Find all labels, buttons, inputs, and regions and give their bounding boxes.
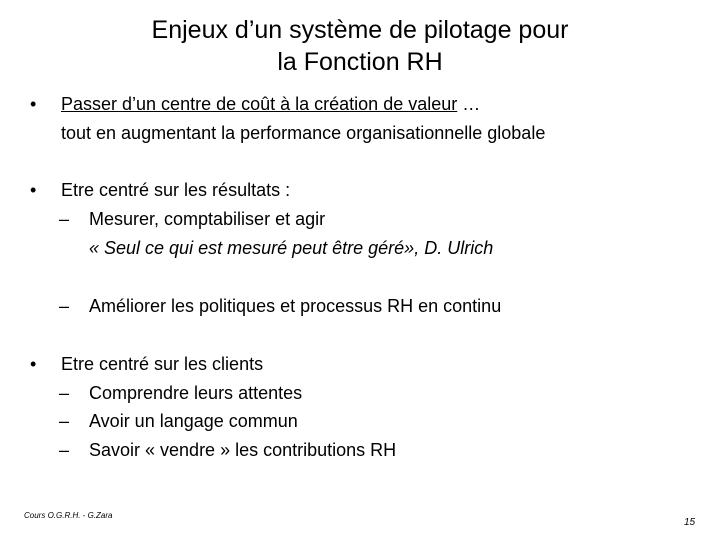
dash-marker: – <box>59 440 70 460</box>
dash-marker: – <box>59 209 70 229</box>
title-line-1: Enjeux d’un système de pilotage pour <box>151 16 569 44</box>
page-number: 15 <box>684 517 696 528</box>
bullet-2-quote: « Seul ce qui est mesuré peut être géré», D. Ulrich <box>89 238 494 258</box>
bullet-3-text: Etre centré sur les clients <box>61 354 264 374</box>
title-line-2: la Fonction RH <box>277 48 443 76</box>
dash-marker: – <box>59 296 70 316</box>
bullet-1-underlined-text: Passer d’un centre de coût à la création de valeur <box>61 94 458 114</box>
bullet-marker: • <box>30 354 37 374</box>
dash-marker: – <box>59 411 70 431</box>
bullet-1-line-1 <box>61 90 480 118</box>
bullet-1-ellipsis: … <box>457 94 481 114</box>
footer-credit: Cours O.G.R.H. - G.Zara <box>24 511 113 520</box>
bullet-2-text: Etre centré sur les résultats : <box>61 180 291 200</box>
bullet-1-line-2: tout en augmentant la performance organisationnelle globale <box>61 123 546 143</box>
slide-title <box>40 14 680 78</box>
bullet-2-subitem-3: Améliorer les politiques et processus RH en continu <box>89 296 502 316</box>
dash-marker: – <box>59 383 70 403</box>
bullet-2-subitem-1: Mesurer, comptabiliser et agir <box>89 209 326 229</box>
bullet-3-subitem-1: Comprendre leurs attentes <box>89 383 303 403</box>
bullet-marker: • <box>30 94 37 114</box>
bullet-marker: • <box>30 180 37 200</box>
bullet-3-subitem-2: Avoir un langage commun <box>89 411 298 431</box>
bullet-3-subitem-3: Savoir « vendre » les contributions RH <box>89 440 397 460</box>
